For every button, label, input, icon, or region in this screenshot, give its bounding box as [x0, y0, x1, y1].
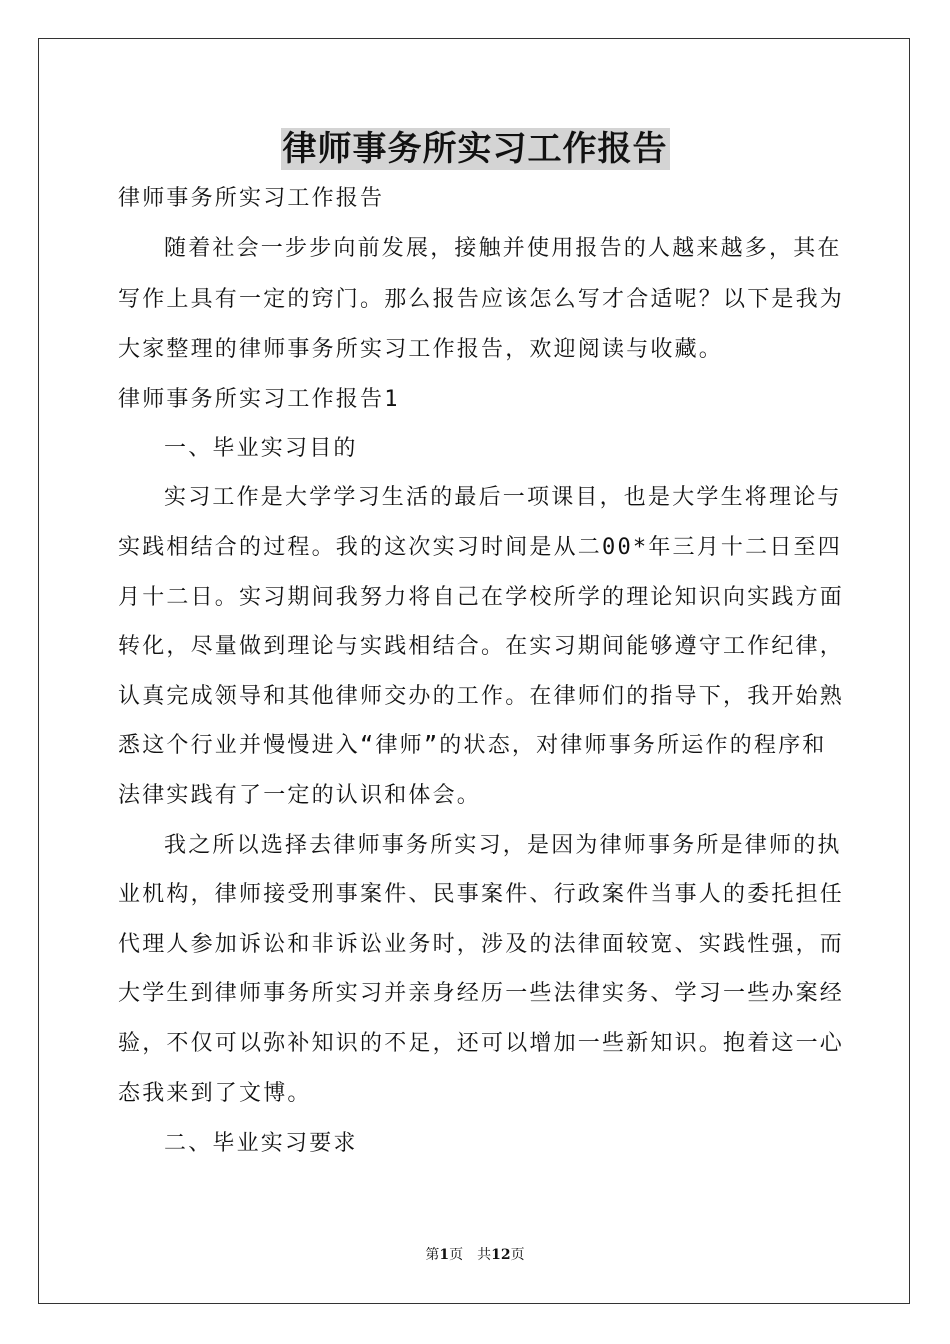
para1-line-7: 法律实践有了一定的认识和体会。 [118, 783, 482, 808]
para2-line-5: 验，不仅可以弥补知识的不足，还可以增加一些新知识。抱着这一心 [118, 1031, 845, 1056]
report-heading: 律师事务所实习工作报告1 [118, 387, 400, 412]
para2-line-2: 业机构，律师接受刑事案件、民事案件、行政案件当事人的委托担任 [118, 882, 845, 907]
intro-line-1: 随着社会一步步向前发展，接触并使用报告的人越来越多，其在 [164, 236, 842, 261]
footer-page-total: 12 [491, 1247, 511, 1263]
footer-page-prefix: 第 [425, 1247, 440, 1263]
para1-line-2: 实践相结合的过程。我的这次实习时间是从二00*年三月十二日至四 [118, 535, 842, 560]
para1-line-3: 月十二日。实习期间我努力将自己在学校所学的理论知识向实践方面 [118, 585, 845, 610]
para2-line-3: 代理人参加诉讼和非诉讼业务时，涉及的法律面较宽、实践性强，而 [118, 932, 845, 957]
document-subtitle: 律师事务所实习工作报告 [118, 186, 385, 211]
para2-line-6: 态我来到了文博。 [118, 1081, 312, 1106]
page-border [38, 38, 910, 1304]
para1-line-6: 悉这个行业并慢慢进入“律师”的状态，对律师事务所运作的程序和 [118, 733, 827, 758]
para2-line-1: 我之所以选择去律师事务所实习，是因为律师事务所是律师的执 [164, 833, 842, 858]
intro-line-2: 写作上具有一定的窍门。那么报告应该怎么写才合适呢？以下是我为 [118, 287, 845, 312]
page-footer [0, 1246, 950, 1264]
section1-heading: 一、毕业实习目的 [164, 436, 358, 461]
intro-line-3: 大家整理的律师事务所实习工作报告，欢迎阅读与收藏。 [118, 337, 724, 362]
title-container [0, 128, 950, 170]
para1-line-4: 转化，尽量做到理论与实践相结合。在实习期间能够遵守工作纪律， [118, 634, 845, 659]
document-title: 律师事务所实习工作报告 [282, 129, 668, 169]
footer-page-current: 1 [439, 1247, 450, 1263]
para1-line-5: 认真完成领导和其他律师交办的工作。在律师们的指导下，我开始熟 [118, 684, 845, 709]
footer-page-mid: 页 共 [449, 1247, 492, 1263]
para1-line-1: 实习工作是大学学习生活的最后一项课目，也是大学生将理论与 [164, 485, 842, 510]
para2-line-4: 大学生到律师事务所实习并亲身经历一些法律实务、学习一些办案经 [118, 981, 845, 1006]
section2-heading: 二、毕业实习要求 [164, 1131, 358, 1156]
footer-page-suffix: 页 [510, 1247, 525, 1263]
